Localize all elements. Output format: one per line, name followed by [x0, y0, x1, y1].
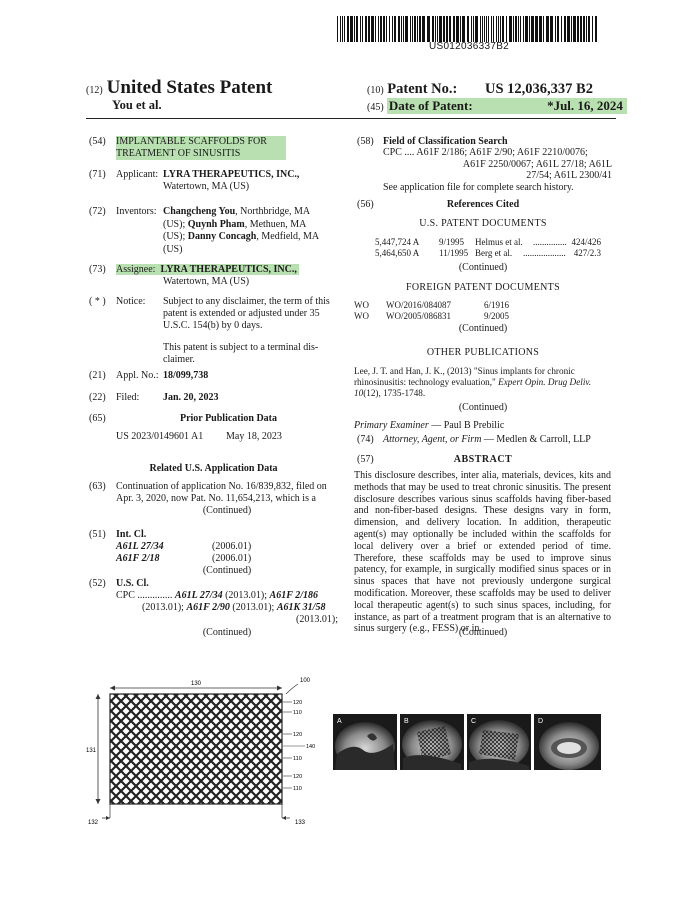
header-rule — [86, 118, 616, 119]
notice-line-1: Subject to any disclaimer, the term of this — [163, 296, 330, 307]
other-line-2a: rhinosinusitis: technology evaluation," — [354, 377, 499, 387]
ref-110-b: 110 — [293, 756, 302, 762]
date-label: Date of Patent: — [388, 98, 473, 113]
abstract-code: (57) — [357, 454, 374, 465]
inventor-1-rest: , Northbridge, MA — [235, 206, 311, 217]
us-docs-heading: U.S. PATENT DOCUMENTS — [419, 218, 547, 229]
filed-code: (22) — [89, 392, 106, 403]
assignee-city: Watertown, MA (US) — [163, 276, 250, 287]
prior-pub-date: May 18, 2023 — [226, 431, 282, 442]
assignee — [116, 264, 299, 288]
prior-code: (65) — [89, 413, 106, 424]
intcl-code: (51) — [89, 529, 106, 540]
other-line-2b: Expert Opin. Drug Deliv. — [498, 377, 592, 387]
us-doc-row — [375, 248, 615, 259]
barcode-number: US012036337B2 — [428, 41, 510, 52]
cpc-label: CPC .............. — [116, 590, 173, 601]
cpc-date-a: (2013.01); — [222, 590, 270, 601]
barcode — [337, 16, 601, 42]
cpc-class-b: A61F 2/186 — [269, 590, 318, 601]
inventor-2-pre: (US); — [163, 218, 188, 230]
ref-120-a: 120 — [293, 700, 303, 706]
ref-132: 132 — [88, 820, 99, 826]
title-line-1: IMPLANTABLE SCAFFOLDS FOR — [116, 136, 267, 147]
inventors-short: You et al. — [112, 98, 162, 112]
date-of-patent-line — [367, 98, 627, 115]
notice-line-3: U.S.C. 154(b) by 0 days. — [163, 320, 263, 332]
foreign-doc-row — [354, 311, 612, 322]
date-code: (45) — [367, 102, 384, 113]
continuation-text — [116, 481, 338, 518]
ref-131: 131 — [86, 748, 97, 754]
endoscopic-photos — [333, 714, 601, 770]
notice-line-5: claimer. — [163, 353, 195, 365]
assignee-label: Assignee: — [116, 264, 156, 275]
field-line-2: A61F 2250/0067; A61L 27/18; A61L — [462, 158, 612, 170]
us-docs-more: (Continued) — [458, 262, 508, 273]
ref-120-b: 120 — [293, 732, 303, 738]
intcl-more: (Continued) — [202, 565, 252, 576]
us-docs-table — [375, 237, 615, 259]
ref-133: 133 — [295, 820, 306, 826]
applicant-city: Watertown, MA (US) — [163, 181, 250, 192]
uscl-label: U.S. Cl. — [116, 578, 149, 589]
appl-number: 18/099,738 — [163, 370, 209, 381]
photo-panel-c — [467, 714, 531, 770]
foreign-doc-country: WO — [354, 311, 369, 321]
appl-code: (21) — [89, 370, 106, 381]
uscl-cpc — [116, 590, 338, 626]
title-code: (54) — [89, 136, 106, 147]
other-line-1: Lee, J. T. and Han, J. K., (2013) "Sinus implants for chronic — [354, 366, 575, 376]
ref-140: 140 — [306, 744, 316, 750]
cpc-class-c: A61F 2/90 — [186, 602, 230, 613]
intcl-label: Int. Cl. — [116, 529, 147, 540]
attorney — [383, 434, 591, 447]
cpc-class-a: A61L 27/34 — [174, 590, 223, 601]
inventors-list — [163, 206, 338, 256]
applicant-code: (71) — [89, 169, 106, 180]
us-doc-number: 5,464,650 A — [375, 248, 420, 258]
field-search — [383, 147, 612, 193]
uscl-more: (Continued) — [202, 627, 252, 638]
cpc-date-c: (2013.01); — [229, 602, 277, 613]
foreign-doc-row — [354, 300, 612, 311]
woven-mesh — [110, 694, 282, 804]
scaffold-figure — [86, 676, 316, 826]
notice-code: ( * ) — [89, 296, 106, 307]
title-line-2: TREATMENT OF SINUSITIS — [116, 148, 241, 159]
applicant-label: Applicant: — [116, 169, 159, 180]
attorney-name: — Medlen & Carroll, LLP — [481, 434, 591, 445]
patent-number-code: (10) — [367, 85, 384, 96]
applicant — [163, 169, 338, 193]
notice-line-2: patent is extended or adjusted under 35 — [163, 308, 320, 320]
ref-100: 100 — [300, 678, 311, 684]
ref-110-c: 110 — [293, 786, 302, 792]
foreign-doc-date: 6/1916 — [484, 300, 510, 310]
patent-header-title — [86, 76, 272, 100]
field-code: (58) — [357, 136, 374, 147]
applicant-name: LYRA THERAPEUTICS, INC., — [163, 169, 300, 180]
patent-number-value: US 12,036,337 B2 — [485, 81, 593, 97]
leader-100 — [286, 684, 298, 694]
abstract-more: (Continued) — [458, 627, 508, 638]
notice-text — [163, 296, 338, 366]
filed-date: Jan. 20, 2023 — [163, 392, 219, 403]
abstract-text: This disclosure describes, inter alia, materials, devices, kits and methods that may be used to treat chronic sinusitis. The present disclosure describes various sinus scaffolds having fiber-based and non-fiber-based designs. These designs vary in form, dimension, and delivery location. In addition, therapeutic agent(s) may optionally be included within the scaffolds for local delivery over a brief or extended period of time. Therefore, these scaffolds may be used to improve sinus patency, for example, in surgically modified sinus spaces or in sinus spaces that have not previously undergone surgical modification. Moreover, these scaffolds may be used to deliver local therapeutic agent(s) to such sinus spaces, including, for instance, as part of a treatment program that is an alternative to sinus surgery (e.g., FESS) or in — [354, 470, 611, 635]
intcl-class-1: A61L 27/34 — [116, 541, 164, 552]
us-doc-number: 5,447,724 A — [375, 237, 420, 247]
photo-label-d: D — [538, 718, 544, 725]
foreign-doc-number: WO/2005/086831 — [386, 311, 451, 321]
patent-type-title: United States Patent — [106, 77, 273, 98]
inventors-code: (72) — [89, 206, 106, 217]
inventors-end: (US) — [163, 243, 183, 255]
ref-120-c: 120 — [293, 774, 303, 780]
us-doc-dots: ................... — [523, 248, 566, 258]
inventor-1-name: Changcheng You — [163, 206, 236, 217]
inventor-2-rest: , Methuen, MA — [244, 218, 307, 230]
date-value: *Jul. 16, 2024 — [547, 98, 623, 113]
foreign-docs-heading: FOREIGN PATENT DOCUMENTS — [406, 282, 560, 293]
cpc-class-d: A61K 31/58 — [276, 602, 326, 613]
photo-panel-a — [333, 714, 397, 770]
continuation-line-1: Continuation of application No. 16/839,832, filed on — [116, 481, 327, 492]
assignee-code: (73) — [89, 264, 106, 275]
appl-label: Appl. No.: — [116, 370, 159, 381]
patent-number-label: Patent No.: — [387, 81, 458, 97]
notice-line-4: This patent is subject to a terminal dis- — [163, 341, 319, 353]
continuation-code: (63) — [89, 481, 106, 492]
abstract-heading: ABSTRACT — [453, 454, 513, 465]
cpc-date-b: (2013.01); — [142, 602, 187, 613]
inventor-3-name: Danny Concagh — [187, 231, 257, 242]
photo-panel-d — [534, 714, 601, 770]
intcl-year-2: (2006.01) — [212, 553, 252, 564]
attorney-label: Attorney, Agent, or Firm — [383, 434, 482, 445]
field-line-1: CPC .... A61F 2/186; A61F 2/90; A61F 2210/0076; — [383, 147, 588, 158]
examiner-label: Primary Examiner — [354, 420, 429, 431]
foreign-doc-number: WO/2016/084087 — [386, 300, 451, 310]
intcl-class-2: A61F 2/18 — [116, 553, 160, 564]
other-pubs-more: (Continued) — [458, 402, 508, 413]
field-heading: Field of Classification Search — [383, 136, 508, 147]
primary-examiner — [354, 420, 504, 433]
refs-code: (56) — [357, 199, 374, 210]
field-line-3: 27/54; A61L 2300/41 — [526, 170, 612, 182]
other-pubs-heading: OTHER PUBLICATIONS — [426, 347, 540, 358]
prior-pub-number: US 2023/0149601 A1 — [116, 431, 204, 442]
ref-130: 130 — [190, 681, 202, 687]
us-doc-class: 427/2.3 — [573, 248, 601, 258]
inventor-2-name: Quynh Pham — [187, 218, 245, 230]
assignee-name: LYRA THERAPEUTICS, INC., — [160, 264, 297, 275]
photo-panel-b — [400, 714, 464, 770]
cpc-date-d: (2013.01); — [296, 614, 338, 625]
ref-110-a: 110 — [293, 710, 302, 716]
us-doc-row — [375, 237, 615, 248]
refs-heading: References Cited — [446, 199, 520, 210]
us-doc-date: 11/1995 — [439, 248, 469, 258]
other-line-3b: (12), 1735-1748. — [363, 388, 426, 398]
continuation-more: (Continued) — [202, 505, 252, 517]
notice-label: Notice: — [116, 296, 146, 307]
photo-label-b: B — [404, 718, 409, 725]
other-pubs-text — [354, 366, 612, 399]
attorney-code: (74) — [357, 434, 374, 445]
inventors-label: Inventors: — [116, 206, 157, 217]
other-line-3a: 10 — [354, 388, 364, 398]
us-doc-name: Helmus et al. — [475, 237, 523, 247]
us-doc-dots: ............... — [533, 237, 567, 247]
field-line-4: See application file for complete search history. — [383, 181, 574, 193]
inventor-3-rest: , Medfield, MA — [256, 231, 320, 242]
examiner-name: — Paul B Prebilic — [428, 420, 505, 431]
photo-label-a: A — [337, 718, 342, 725]
foreign-doc-country: WO — [354, 300, 369, 310]
uscl-code: (52) — [89, 578, 106, 589]
us-doc-name: Berg et al. — [475, 248, 513, 258]
intcl-year-1: (2006.01) — [212, 541, 252, 552]
inventor-3-pre: (US); — [163, 231, 188, 242]
prior-heading: Prior Publication Data — [179, 413, 278, 424]
us-doc-date: 9/1995 — [439, 237, 465, 247]
foreign-doc-date: 9/2005 — [484, 311, 510, 321]
patent-number-line — [367, 80, 593, 98]
filed-label: Filed: — [116, 392, 140, 403]
foreign-docs-more: (Continued) — [458, 323, 508, 334]
continuation-line-2: Apr. 3, 2020, now Pat. No. 11,654,213, which is a — [116, 493, 316, 505]
invention-title — [116, 136, 286, 160]
photo-label-c: C — [471, 718, 477, 725]
country-code: (12) — [86, 85, 103, 96]
us-doc-class: 424/426 — [571, 237, 601, 247]
foreign-docs-table — [354, 300, 612, 322]
related-heading: Related U.S. Application Data — [149, 463, 278, 474]
